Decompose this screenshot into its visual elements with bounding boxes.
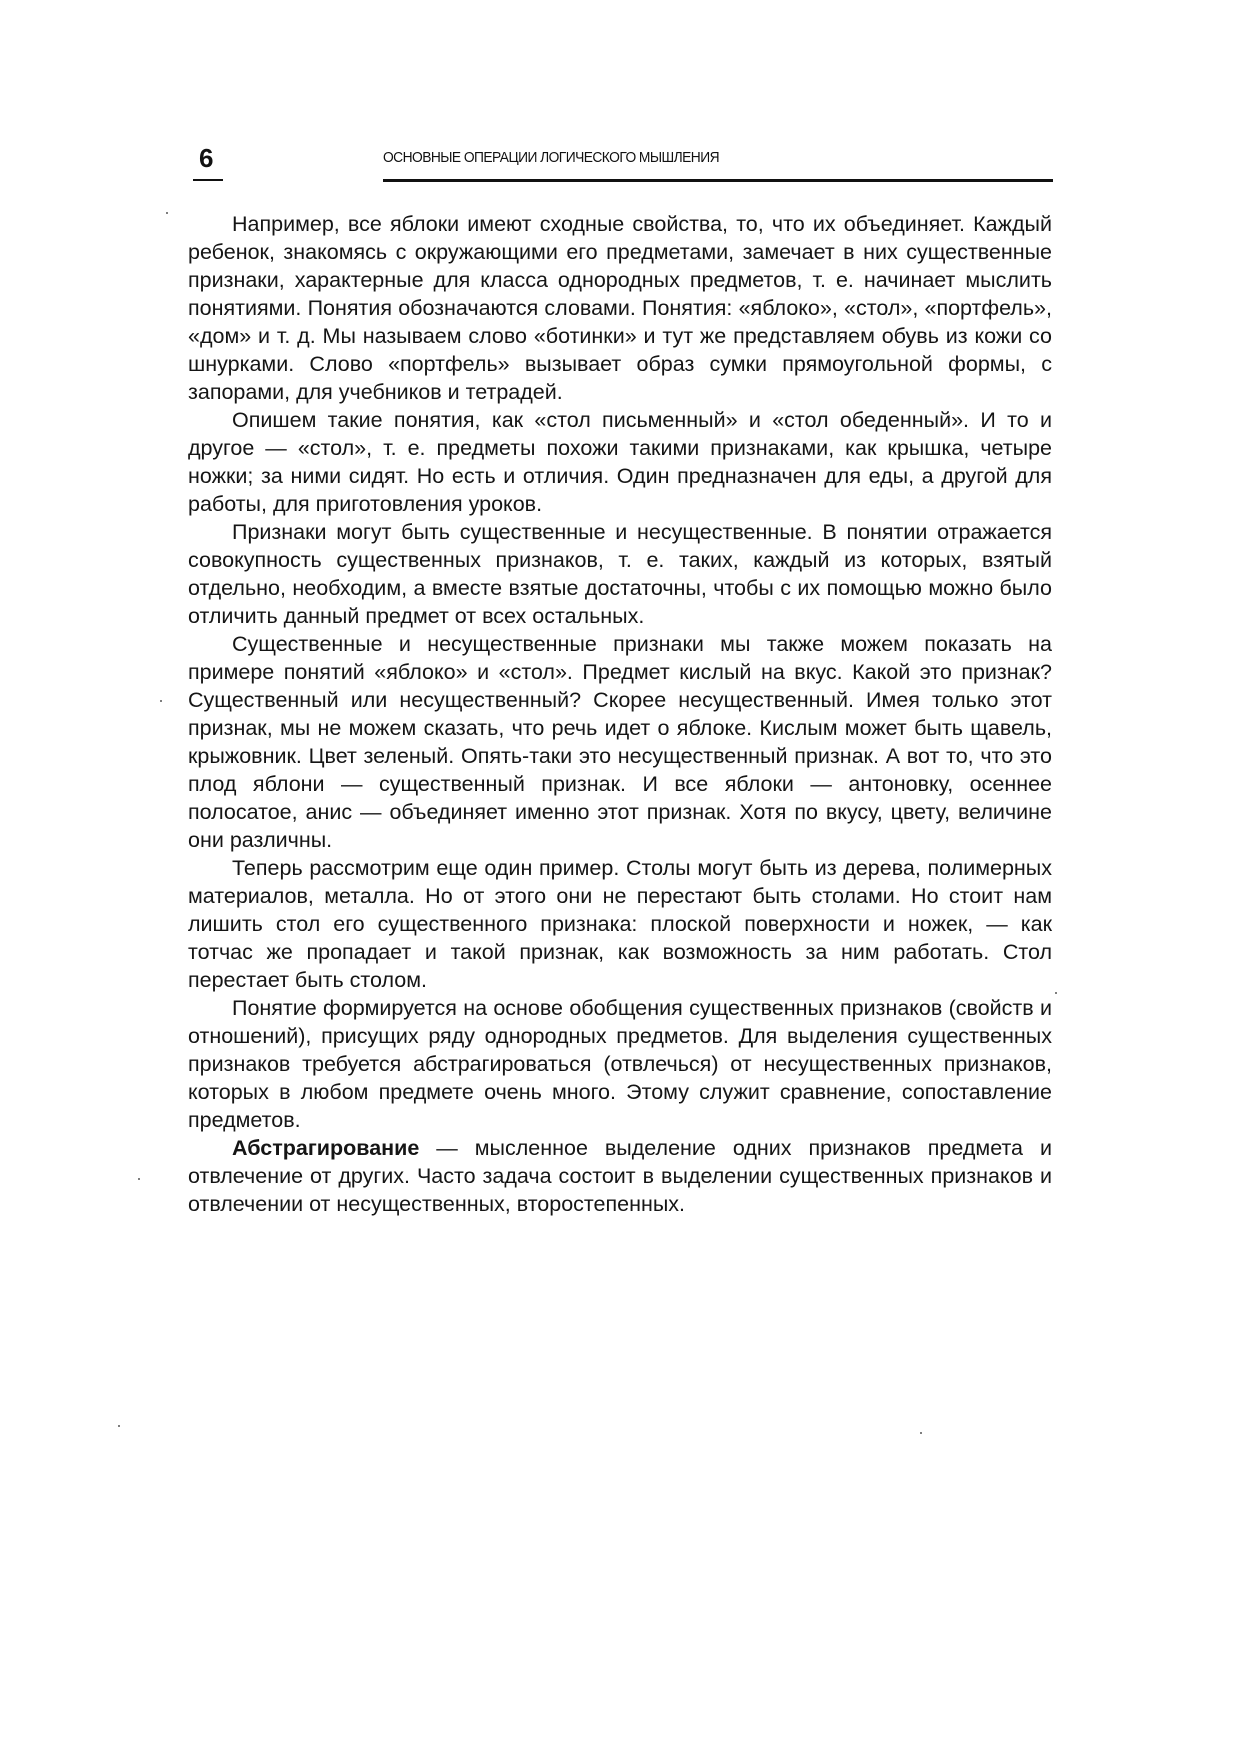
body-text	[188, 210, 1052, 1218]
page-number-underline	[193, 179, 223, 181]
definition-paragraph	[188, 1134, 1052, 1218]
scan-speck	[1055, 992, 1057, 994]
scan-speck	[138, 1178, 140, 1180]
running-head: ОСНОВНЫЕ ОПЕРАЦИИ ЛОГИЧЕСКОГО МЫШЛЕНИЯ	[383, 149, 719, 166]
definition-text: — мысленное выделение одних признаков предмета и отвлечение от других. Часто задача состоит в выделении существенных признаков и отвлечении от несущественных, второстепенных.	[188, 1136, 1052, 1216]
scan-speck	[118, 1425, 120, 1427]
scan-speck	[920, 1432, 922, 1434]
paragraph-4: Существенные и несущественные признаки мы также можем показать на примере понятий «яблоко» и «стол». Предмет кислый на вкус. Какой это признак? Существенный или несущественный? Скорее несущественный. Имея только этот признак, мы не можем сказать, что речь идет о яблоке. Кислым может быть щавель, крыжовник. Цвет зеленый. Опять-таки это несущественный признак. А вот то, что это плод яблони — существенный признак. И все яблоки — антоновку, осеннее полосатое, анис — объединяет именно этот признак. Хотя по вкусу, цвету, величине они различны.	[188, 632, 1052, 852]
page-header	[193, 143, 1053, 183]
paragraph-5: Теперь рассмотрим еще один пример. Столы могут быть из дерева, полимерных материалов, металла. Но от этого они не перестают быть столами. Но стоит нам лишить стол его существенного признака: плоской поверхности и ножек, — как тотчас же пропадает и такой признак, как возможность за ним работать. Стол перестает быть столом.	[188, 856, 1052, 992]
paragraph-6: Понятие формируется на основе обобщения существенных признаков (свойств и отношений), присущих ряду однородных предметов. Для выделения существенных признаков требуется абстрагироваться (отвлечься) от несущественных признаков, которых в любом предмете очень много. Этому служит сравнение, сопоставление предметов.	[188, 996, 1052, 1132]
paragraph-3: Признаки могут быть существенные и несущественные. В понятии отражается совокупность существенных признаков, т. е. таких, каждый из которых, взятый отдельно, необходим, а вместе взятые достаточны, чтобы с их помощью можно было отличить данный предмет от всех остальных.	[188, 520, 1052, 628]
scan-speck	[166, 212, 168, 214]
paragraph-2: Опишем такие понятия, как «стол письменный» и «стол обеденный». И то и другое — «стол», т. е. предметы похожи такими признаками, как крышка, четыре ножки; за ними сидят. Но есть и отличия. Один предназначен для еды, а другой для работы, для приготовления уроков.	[188, 408, 1052, 516]
header-rule	[383, 179, 1053, 182]
scan-speck	[160, 700, 162, 702]
definition-term: Абстрагирование	[232, 1136, 420, 1160]
paragraph-1: Например, все яблоки имеют сходные свойства, то, что их объединяет. Каждый ребенок, знакомясь с окружающими его предметами, замечает в них существенные признаки, характерные для класса однородных предметов, т. е. начинает мыслить понятиями. Понятия обозначаются словами. Понятия: «яблоко», «стол», «портфель», «дом» и т. д. Мы называем слово «ботинки» и тут же представляем обувь из кожи со шнурками. Слово «портфель» вызывает образ сумки прямоугольной формы, с запорами, для учебников и тетрадей.	[188, 212, 1052, 404]
page-number: 6	[199, 143, 214, 173]
